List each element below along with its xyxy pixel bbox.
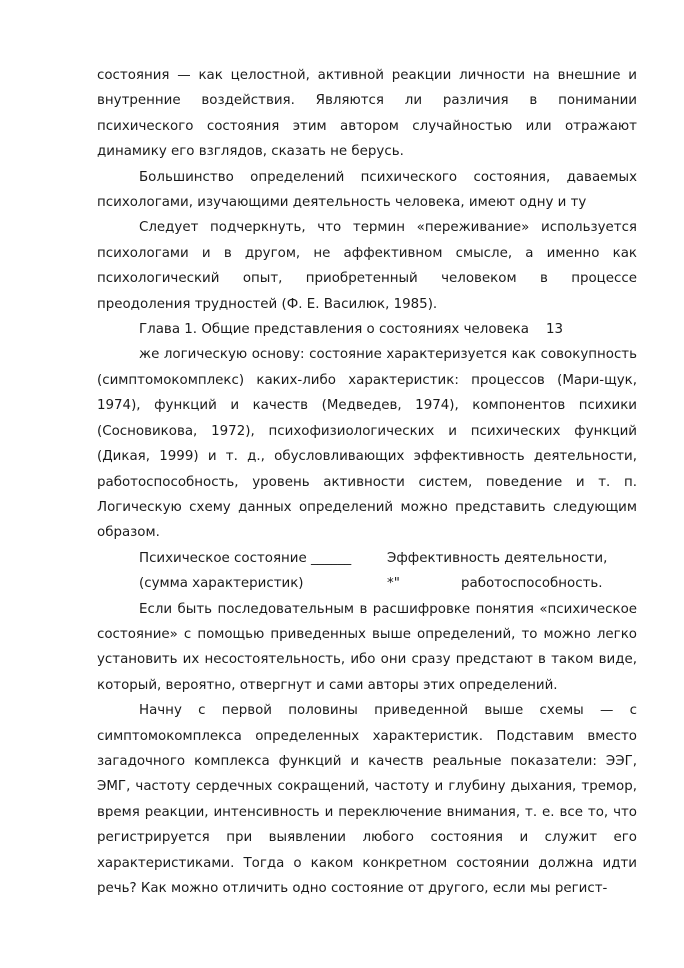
paragraph-2: Большинство определений психического состояния, даваемых психологами, изучающими деятельность человека, имеют одну и ту	[97, 169, 637, 211]
scheme-row-2	[97, 571, 637, 596]
chapter-title: Глава 1. Общие представления о состояниях человека	[139, 322, 529, 338]
paragraph-4: же логическую основу: состояние характеризуется как совокупность (симптомокомплекс) каких-либо характеристик: процессов (Мари-щук, 1974), функций и качеств (Медведев, 1974), компонентов психики (Сосновикова, 1972), психофизиологических и психических функций (Дикая, 1999) и т. д., обусловливающих эффективность деятельности, работоспособность, уровень активности систем, поведение и т. п. Логическую схему данных определений можно представить следующим образом.	[97, 347, 637, 541]
paragraph-3: Следует подчеркнуть, что термин «переживание» используется психологами и в другом, не аффективном смысле, а именно как психологический опыт, приобретенный человеком в процессе преодоления трудностей (Ф. Е. Василюк, 1985).	[97, 220, 637, 312]
paragraph-6: Начну с первой половины приведенной выше схемы — с симптомокомплекса определенных характеристик. Подставим вместо загадочного комплекса функций и качеств реальные показатели: ЭЭГ, ЭМГ, частоту сердечных сокращений, частоту и глубину дыхания, тремор, время реакции, интенсивность и переключение внимания, т. е. все то, что регистрируется при выявлении любого состояния и служит его характеристиками. Тогда о каком конкретном состоянии должна идти речь? Как можно отличить одно состояние от другого, если мы регист-	[97, 703, 637, 896]
page-number: 13	[545, 322, 564, 338]
running-head	[97, 317, 637, 342]
scheme-right-line-1: Эффективность деятельности,	[387, 550, 608, 566]
scheme-right-line-2: работоспособность.	[461, 576, 603, 592]
scheme-arrow: *"	[387, 576, 400, 592]
scheme-left-line-2: (сумма характеристик)	[139, 576, 304, 592]
scheme-row-1	[97, 546, 637, 571]
paragraph-1: состояния — как целостной, активной реакции личности на внешние и внутренние воздействия. Являются ли различия в понимании психического состояния этим автором случайностью или отражают динамику его взглядов, сказать не берусь.	[97, 68, 637, 160]
book-page	[97, 63, 637, 901]
scheme-left-line-1: Психическое состояние ______	[139, 550, 352, 566]
paragraph-5: Если быть последовательным в расшифровке понятия «психическое состояние» с помощью приведенных выше определений, то можно легко установить их несостоятельность, ибо они сразу предстают в таком виде, который, вероятно, отвергнут и сами авторы этих определений.	[97, 601, 637, 693]
